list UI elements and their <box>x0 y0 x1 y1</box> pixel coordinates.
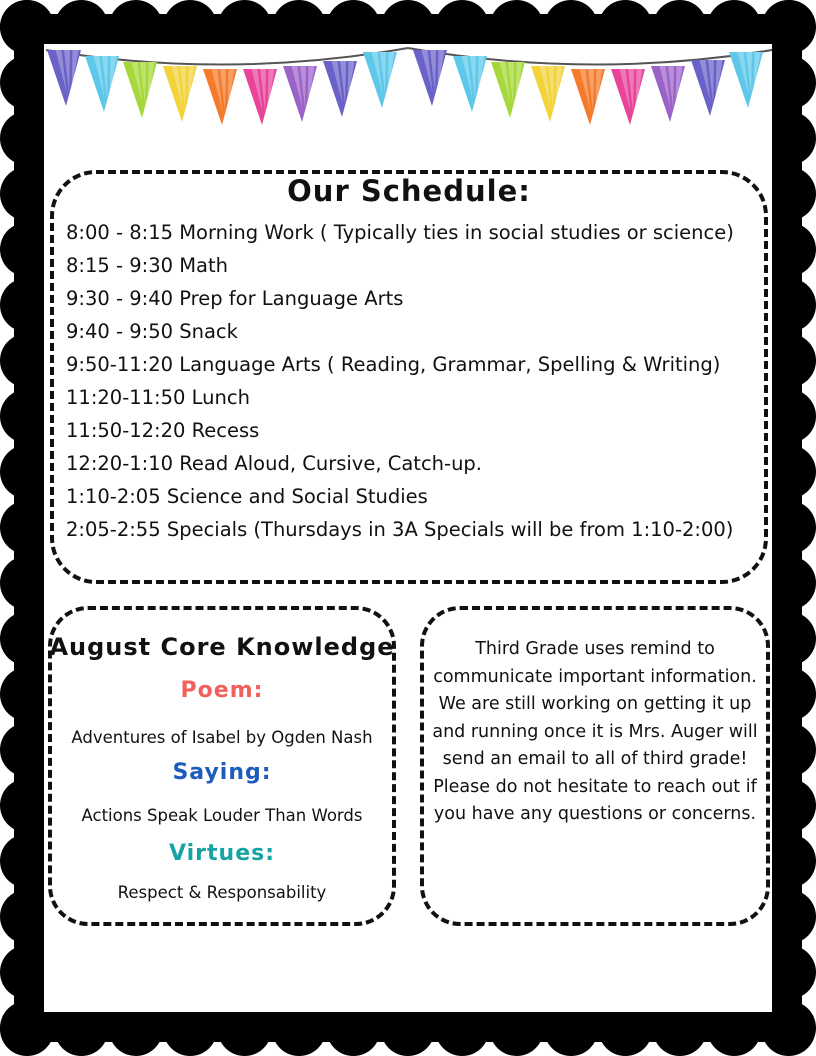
core-knowledge-title: August Core Knowledge <box>49 633 395 661</box>
schedule-item: 8:00 - 8:15 Morning Work ( Typically ties in social studies or science) <box>66 221 734 244</box>
schedule-item: 2:05-2:55 Specials (Thursdays in 3A Specials will be from 1:10-2:00) <box>66 518 734 541</box>
poem-text: Adventures of Isabel by Ogden Nash <box>71 728 373 747</box>
virtues-label: Virtues: <box>168 841 276 866</box>
schedule-list <box>66 216 734 546</box>
schedule-item: 8:15 - 9:30 Math <box>66 254 228 277</box>
schedule-item: 12:20-1:10 Read Aloud, Cursive, Catch-up. <box>66 452 483 475</box>
frame-band-bottom <box>14 1010 802 1042</box>
schedule-title: Our Schedule: <box>287 174 531 208</box>
schedule-item: 11:20-11:50 Lunch <box>66 386 250 409</box>
schedule-item: 9:50-11:20 Language Arts ( Reading, Grammar, Spelling & Writing) <box>66 353 721 376</box>
schedule-item: 9:40 - 9:50 Snack <box>66 320 238 343</box>
virtues-text: Respect & Responsability <box>117 883 327 902</box>
frame-band-top <box>14 14 802 46</box>
schedule-item: 11:50-12:20 Recess <box>66 419 260 442</box>
saying-text: Actions Speak Louder Than Words <box>81 806 363 825</box>
schedule-item: 9:30 - 9:40 Prep for Language Arts <box>66 287 404 310</box>
frame-band-left <box>14 14 46 1042</box>
poem-label: Poem: <box>180 678 264 703</box>
frame-band-right <box>770 14 802 1042</box>
schedule-item: 1:10-2:05 Science and Social Studies <box>66 485 428 508</box>
saying-label: Saying: <box>172 760 272 785</box>
remind-text: Third Grade uses remind to communicate important information. We are still working on getting it up and running once it is Mrs. Auger will send an email to all of third grade! Please do not hesitate to reach out if you have any questions or concerns. <box>432 639 758 824</box>
